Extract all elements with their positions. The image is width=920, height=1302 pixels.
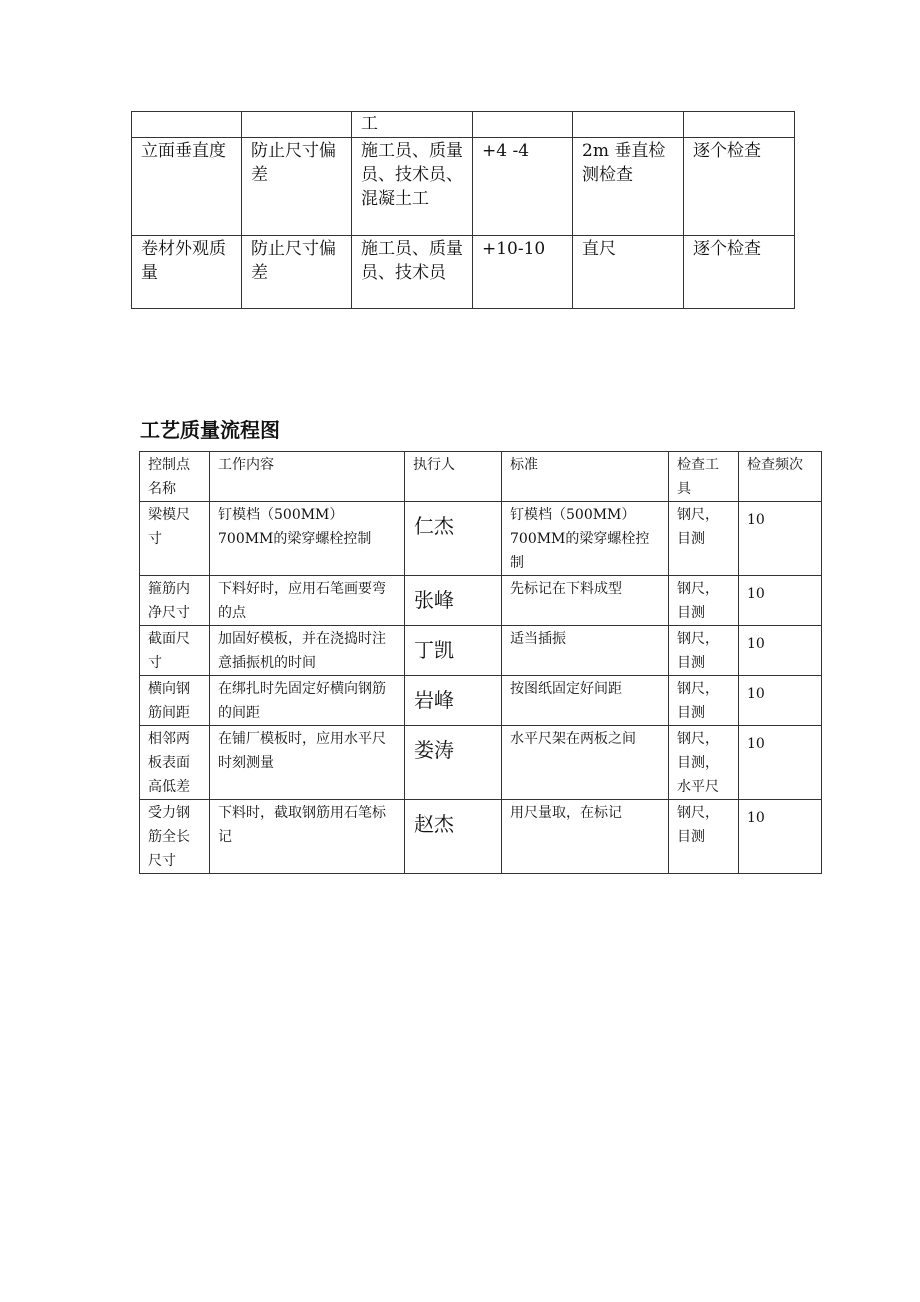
- table-cell: 卷材外观质量: [132, 236, 242, 309]
- table-row: [132, 138, 795, 236]
- table-cell: [132, 112, 242, 138]
- column-header: 检查工具: [669, 452, 739, 502]
- table-cell: 下料好时，应用石笔画要弯的点: [210, 576, 405, 626]
- table-cell: 钢尺，目测: [669, 676, 739, 726]
- table-row: [132, 236, 795, 309]
- table-cell: 钢尺，目测: [669, 626, 739, 676]
- table-cell: 梁模尺寸: [140, 502, 210, 576]
- table-cell: 立面垂直度: [132, 138, 242, 236]
- table-cell: 防止尺寸偏差: [242, 236, 352, 309]
- table-cell: 逐个检查: [684, 236, 795, 309]
- frequency-cell: 10: [739, 576, 822, 626]
- table-cell: 2m 垂直检测检查: [573, 138, 684, 236]
- executor-cell: 娄涛: [405, 726, 502, 800]
- table-cell: [242, 112, 352, 138]
- frequency-cell: 10: [739, 726, 822, 800]
- table-row: [140, 726, 822, 800]
- executor-cell: 张峰: [405, 576, 502, 626]
- table-cell: 在绑扎时先固定好横向钢筋的间距: [210, 676, 405, 726]
- table-row: [132, 112, 795, 138]
- table-cell: [684, 112, 795, 138]
- column-header: 工作内容: [210, 452, 405, 502]
- process-quality-table: [139, 451, 822, 874]
- table-cell: 加固好模板，并在浇捣时注意插振机的时间: [210, 626, 405, 676]
- frequency-cell: 10: [739, 502, 822, 576]
- column-header: 检查频次: [739, 452, 822, 502]
- table-cell: 相邻两板表面高低差: [140, 726, 210, 800]
- table-row: [140, 576, 822, 626]
- top-continuation-table: [131, 111, 795, 309]
- table-cell: 钢尺，目测: [669, 800, 739, 874]
- table-cell: 适当插振: [502, 626, 669, 676]
- table-row: [140, 626, 822, 676]
- column-header: 执行人: [405, 452, 502, 502]
- frequency-cell: 10: [739, 800, 822, 874]
- table-cell: 施工员、质量员、技术员、混凝土工: [352, 138, 473, 236]
- table-cell: 在铺厂模板时，应用水平尺时刻测量: [210, 726, 405, 800]
- table-cell: 逐个检查: [684, 138, 795, 236]
- executor-cell: 丁凯: [405, 626, 502, 676]
- frequency-cell: 10: [739, 626, 822, 676]
- table-cell: +10-10: [473, 236, 573, 309]
- table-cell: 横向钢筋间距: [140, 676, 210, 726]
- table-cell: 受力钢筋全长尺寸: [140, 800, 210, 874]
- table-cell: 施工员、质量员、技术员: [352, 236, 473, 309]
- table-cell: 按图纸固定好间距: [502, 676, 669, 726]
- table-cell: 直尺: [573, 236, 684, 309]
- table-cell: 工: [352, 112, 473, 138]
- table-row: [140, 502, 822, 576]
- table-cell: 钢尺，目测: [669, 502, 739, 576]
- executor-cell: 仁杰: [405, 502, 502, 576]
- frequency-cell: 10: [739, 676, 822, 726]
- table-cell: 钢尺，目测，水平尺: [669, 726, 739, 800]
- column-header: 标准: [502, 452, 669, 502]
- section-title: 工艺质量流程图: [140, 418, 280, 442]
- table-cell: 水平尺架在两板之间: [502, 726, 669, 800]
- column-header: 控制点名称: [140, 452, 210, 502]
- table-cell: 钉模档（500MM）700MM的梁穿螺栓控制: [502, 502, 669, 576]
- table-header-row: [140, 452, 822, 502]
- table-cell: [573, 112, 684, 138]
- table-cell: 箍筋内净尺寸: [140, 576, 210, 626]
- table-cell: 钢尺，目测: [669, 576, 739, 626]
- executor-cell: 赵杰: [405, 800, 502, 874]
- table-cell: +4 -4: [473, 138, 573, 236]
- table-row: [140, 676, 822, 726]
- table-cell: 先标记在下料成型: [502, 576, 669, 626]
- table-cell: 用尺量取，在标记: [502, 800, 669, 874]
- table-cell: 下料时，截取钢筋用石笔标记: [210, 800, 405, 874]
- table-cell: 钉模档（500MM）700MM的梁穿螺栓控制: [210, 502, 405, 576]
- table-cell: [473, 112, 573, 138]
- table-row: [140, 800, 822, 874]
- table-cell: 截面尺寸: [140, 626, 210, 676]
- executor-cell: 岩峰: [405, 676, 502, 726]
- table-cell: 防止尺寸偏差: [242, 138, 352, 236]
